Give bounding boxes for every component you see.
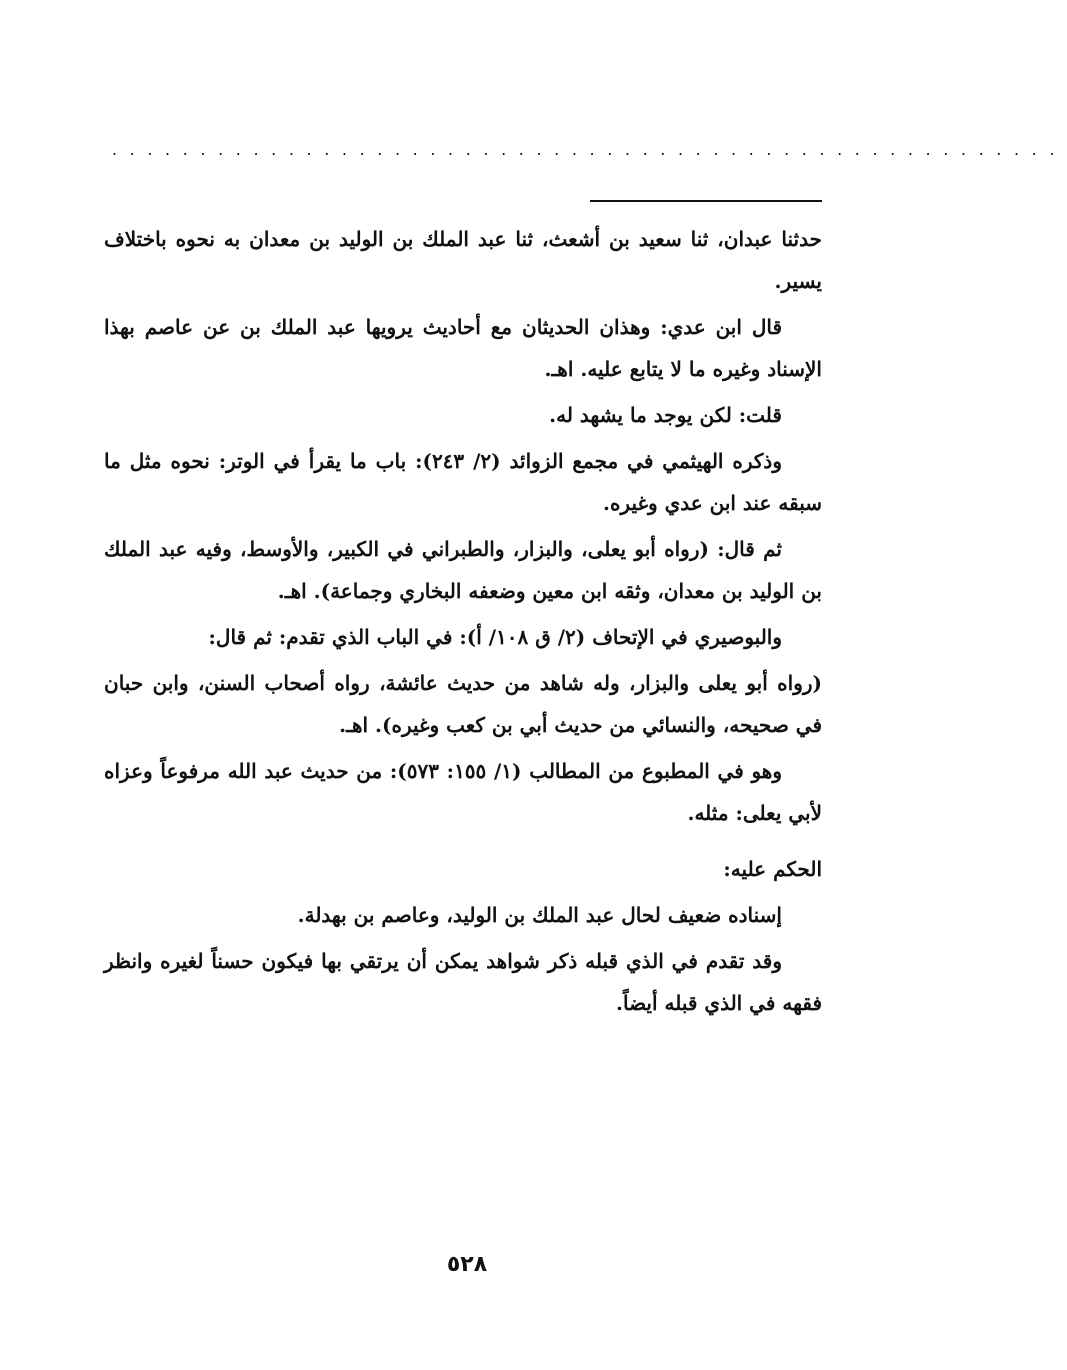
ruling-paragraph-1: إسناده ضعيف لحال عبد الملك بن الوليد، وعاصم بن بهدلة. [297,903,782,927]
page-number: ٥٢٨ [446,1252,488,1277]
page-content [104,218,822,1028]
paragraph-4: وذكره الهيثمي في مجمع الزوائد (٢/ ٢٤٣): باب ما يقرأ في الوتر: نحوه مثل ما سبقه عند ابن عدي وغيره. [104,449,822,515]
paragraph-5: ثم قال: (رواه أبو يعلى، والبزار، والطبراني في الكبير، والأوسط، وفيه عبد الملك بن الوليد بن معدان، وثقه ابن معين وضعفه البخاري وجماعة). اهـ. [104,537,822,603]
paragraph-7: (رواه أبو يعلى والبزار، وله شاهد من حديث عائشة، رواه أصحاب السنن، وابن حبان في صحيحه، والنسائي من حديث أبي بن كعب وغيره). اهـ. [104,671,822,737]
section-dots-separator: ...................................................... [112,140,1067,159]
ruling-paragraph-2: وقد تقدم في الذي قبله ذكر شواهد يمكن أن يرتقي بها فيكون حسناً لغيره وانظر فقهه في الذي قبله أيضاً. [104,949,822,1015]
ruling-heading: الحكم عليه: [723,857,822,881]
paragraph-8: وهو في المطبوع من المطالب (١/ ١٥٥: ٥٧٣): من حديث عبد الله مرفوعاً وعزاه لأبي يعلى: مثله. [104,759,822,825]
paragraph-2: قال ابن عدي: وهذان الحديثان مع أحاديث يرويها عبد الملك بن عن عاصم بهذا الإسناد وغيره ما لا يتابع عليه. اهـ. [104,315,822,381]
footnote-rule [590,200,822,202]
paragraph-3: قلت: لكن يوجد ما يشهد له. [549,403,782,427]
paragraph-6: والبوصيري في الإتحاف (٢/ ق ١٠٨/ أ): في الباب الذي تقدم: ثم قال: [208,625,782,649]
paragraph-1: حدثنا عبدان، ثنا سعيد بن أشعث، ثنا عبد الملك بن الوليد بن معدان به نحوه باختلاف يسير. [104,227,822,293]
